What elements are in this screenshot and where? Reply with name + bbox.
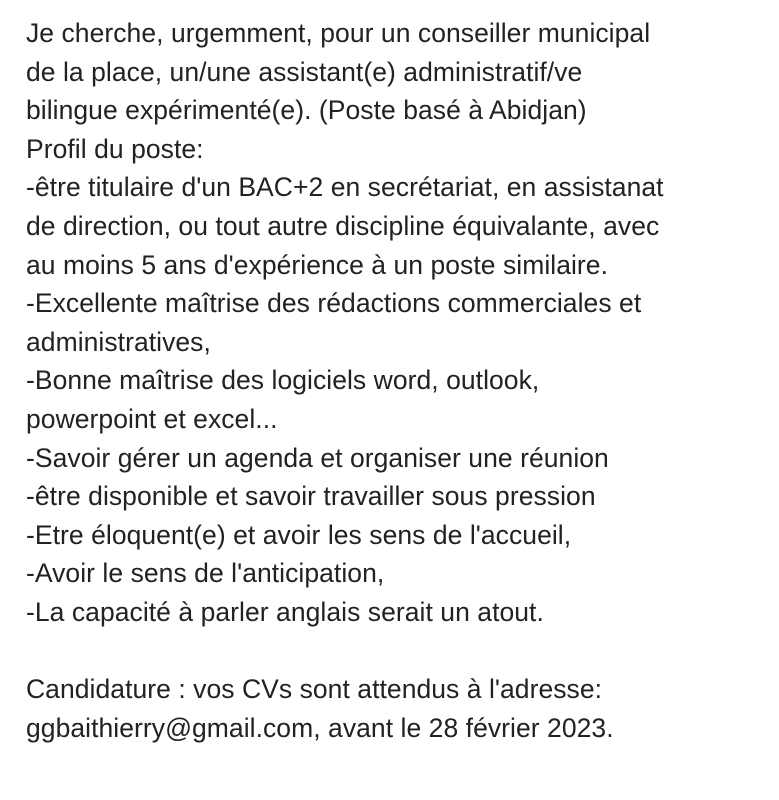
paragraph-spacer: [26, 632, 771, 671]
requirement-line-8: -Savoir gérer un agenda et organiser une réunion: [26, 442, 609, 473]
application-line-2[interactable]: ggbaithierry@gmail.com, avant le 28 février 2023.: [26, 712, 614, 743]
intro-line-3: bilingue expérimenté(e). (Poste basé à Abidjan): [26, 95, 587, 126]
requirement-line-3: au moins 5 ans d'expérience à un poste similaire.: [26, 249, 608, 280]
requirement-line-5: administratives,: [26, 326, 211, 357]
requirement-line-7: powerpoint et excel...: [26, 403, 278, 434]
job-post-text: [26, 14, 771, 747]
requirement-line-10: -Etre éloquent(e) et avoir les sens de l'accueil,: [26, 519, 572, 550]
requirement-line-4: -Excellente maîtrise des rédactions commerciales et: [26, 288, 642, 319]
intro-line-1: Je cherche, urgemment, pour un conseiller municipal: [26, 18, 651, 48]
requirement-line-12: -La capacité à parler anglais serait un atout.: [26, 596, 544, 627]
application-line-1: Candidature : vos CVs sont attendus à l'adresse:: [26, 674, 603, 705]
requirement-line-1: -être titulaire d'un BAC+2 en secrétariat, en assistanat: [26, 172, 664, 203]
requirement-line-9: -être disponible et savoir travailler sous pression: [26, 481, 596, 512]
requirement-line-6: -Bonne maîtrise des logiciels word, outlook,: [26, 365, 540, 396]
profile-heading: Profil du poste:: [26, 133, 204, 164]
requirement-line-2: de direction, ou tout autre discipline équivalante, avec: [26, 210, 660, 241]
intro-line-2: de la place, un/une assistant(e) administratif/ve: [26, 56, 583, 87]
requirement-line-11: -Avoir le sens de l'anticipation,: [26, 558, 385, 589]
